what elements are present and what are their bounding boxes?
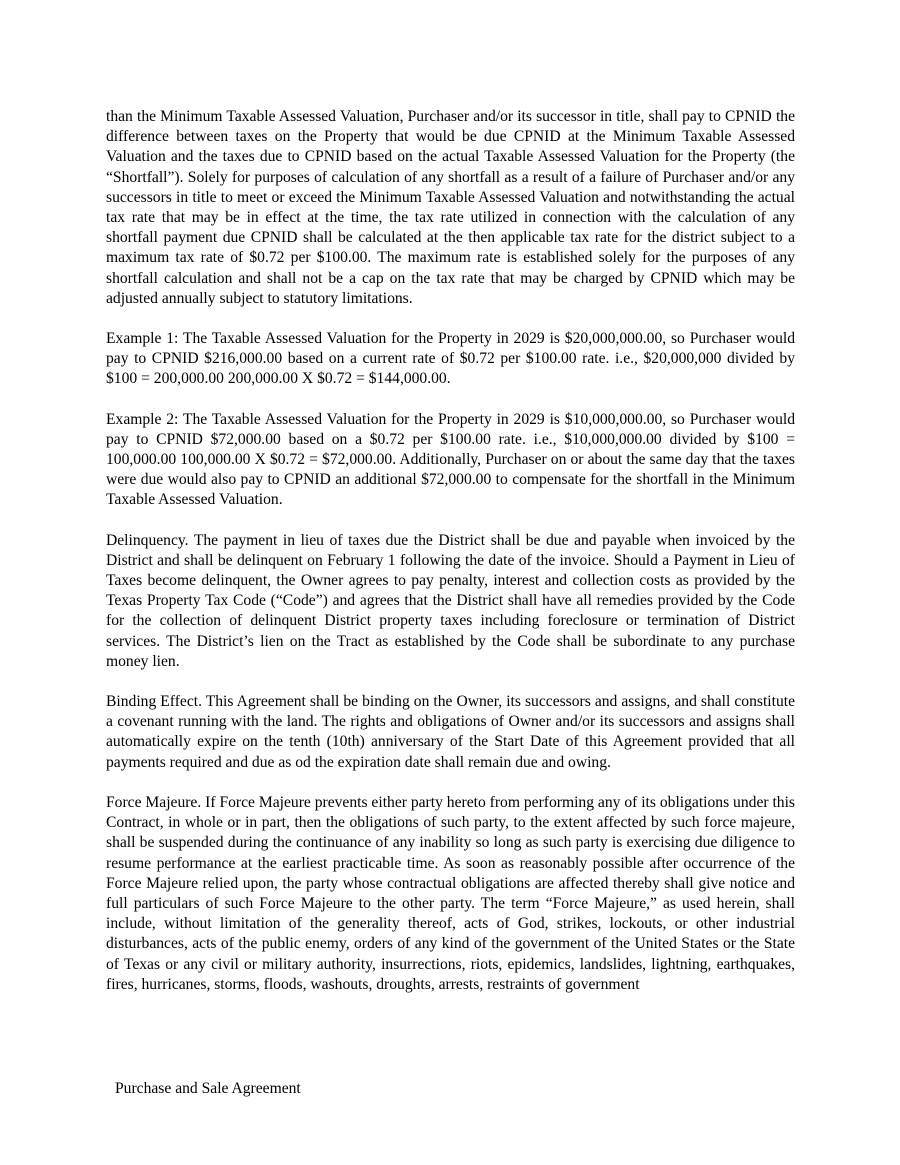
paragraph-shortfall: than the Minimum Taxable Assessed Valuation, Purchaser and/or its successor in title, shall pay to CPNID the difference between taxes on the Property that would be due CPNID at the Minimum Taxable Assessed Valuation and the taxes due to CPNID based on the actual Taxable Assessed Valuation for the Property (the “Shortfall”). Solely for purposes of calculation of any shortfall as a result of a failure of Purchaser and/or any successors in title to meet or exceed the Minimum Taxable Assessed Valuation and notwithstanding the actual tax rate that may be in effect at the time, the tax rate utilized in connection with the calculation of any shortfall payment due CPNID shall be calculated at the then applicable tax rate for the district subject to a maximum tax rate of $0.72 per $100.00. The maximum rate is established solely for the purposes of any shortfall calculation and shall not be a cap on the tax rate that may be charged by CPNID which may be adjusted annually subject to statutory limitations. <box>106 108 795 307</box>
document-body <box>106 107 795 1015</box>
paragraph-force-majeure: Force Majeure. If Force Majeure prevents either party hereto from performing any of its obligations under this Contract, in whole or in part, then the obligations of such party, to the extent affected by such force majeure, shall be suspended during the continuance of any inability so long as such party is exercising due diligence to resume performance at the earliest practicable time. As soon as reasonably possible after occurrence of the Force Majeure relied upon, the party whose contractual obligations are affected thereby shall give notice and full particulars of such Force Majeure to the other party. The term “Force Majeure,” as used herein, shall include, without limitation of the generality thereof, acts of God, strikes, lockouts, or other industrial disturbances, acts of the public enemy, orders of any kind of the government of the United States or the State of Texas or any civil or military authority, insurrections, riots, epidemics, landslides, lightning, earthquakes, fires, hurricanes, storms, floods, washouts, droughts, arrests, restraints of government <box>106 793 795 993</box>
paragraph-binding-effect: Binding Effect. This Agreement shall be binding on the Owner, its successors and assigns, and shall constitute a covenant running with the land. The rights and obligations of Owner and/or its successors and assigns shall automatically expire on the tenth (10th) anniversary of the Start Date of this Agreement provided that all payments required and due as od the expiration date shall remain due and owing. <box>106 693 795 771</box>
paragraph-example-2: Example 2: The Taxable Assessed Valuation for the Property in 2029 is $10,000,000.00, so Purchaser would pay to CPNID $72,000.00 based on a $0.72 per $100.00 rate. i.e., $10,000,000.00 divided by $100 = 100,000.00 100,000.00 X $0.72 = $72,000.00. Additionally, Purchaser on or about the same day that the taxes were due would also pay to CPNID an additional $72,000.00 to compensate for the shortfall in the Minimum Taxable Assessed Valuation. <box>106 410 795 509</box>
paragraph-delinquency: Delinquency. The payment in lieu of taxes due the District shall be due and payable when invoiced by the District and shall be delinquent on February 1 following the date of the invoice. Should a Payment in Lieu of Taxes become delinquent, the Owner agrees to pay penalty, interest and collection costs as provided by the Texas Property Tax Code (“Code”) and agrees that the District shall have all remedies provided by the Code for the collection of delinquent District property taxes including foreclosure or termination of District services. The District’s lien on the Tract as established by the Code shall be subordinate to any purchase money lien. <box>106 531 795 670</box>
page-footer: Purchase and Sale Agreement <box>115 1080 301 1097</box>
paragraph-example-1: Example 1: The Taxable Assessed Valuation for the Property in 2029 is $20,000,000.00, so Purchaser would pay to CPNID $216,000.00 based on a current rate of $0.72 per $100.00 rate. i.e., $20,000,000 divided by $100 = 200,000.00 200,000.00 X $0.72 = $144,000.00. <box>106 330 795 388</box>
